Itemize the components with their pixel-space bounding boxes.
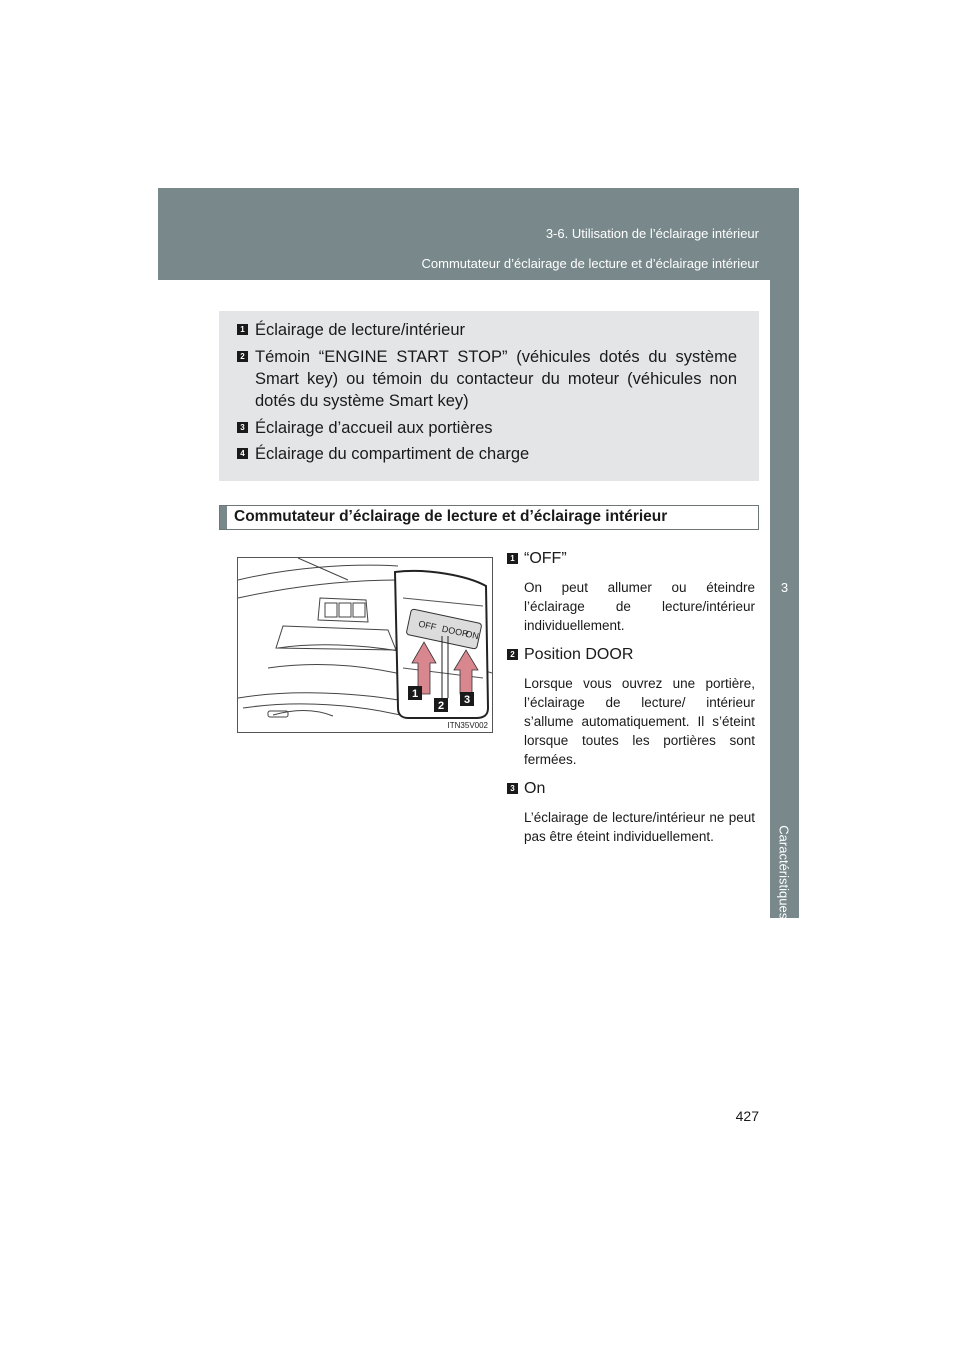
callout-1-label: 1 xyxy=(411,688,419,700)
header-subsection-title: Commutateur d’éclairage de lecture et d’éclairage intérieur xyxy=(421,256,759,271)
header-band xyxy=(158,188,799,280)
number-badge: 3 xyxy=(237,422,248,433)
legend-item-text: Témoin “ENGINE START STOP” (véhicules dotés du système Smart key) ou témoin du contacteur du moteur (véhicules non dotés du système Smart key) xyxy=(255,348,737,410)
legend-item-text: Éclairage d’accueil aux portières xyxy=(255,419,493,437)
position-title: On xyxy=(524,780,546,797)
page-number: 427 xyxy=(735,1108,759,1124)
overhead-console-illustration xyxy=(237,557,493,733)
chapter-number: 3 xyxy=(780,580,789,595)
position-item xyxy=(507,778,755,846)
section-heading xyxy=(219,505,759,530)
legend-item xyxy=(237,346,737,412)
header-section-title: 3-6. Utilisation de l’éclairage intérieur xyxy=(545,226,759,241)
section-heading-text: Commutateur d’éclairage de lecture et d’éclairage intérieur xyxy=(234,508,668,525)
position-title: Position DOOR xyxy=(524,646,634,663)
position-item xyxy=(507,644,755,769)
legend-item xyxy=(237,319,737,341)
number-badge: 2 xyxy=(507,649,518,660)
overhead-console-drawing xyxy=(238,558,492,732)
section-heading-bar xyxy=(220,506,227,529)
callout-3-label: 3 xyxy=(463,694,471,706)
legend-item-text: Éclairage de lecture/intérieur xyxy=(255,321,466,339)
position-title: “OFF” xyxy=(524,550,567,567)
legend-box xyxy=(219,311,759,481)
legend-item xyxy=(237,443,737,465)
positions-list xyxy=(507,548,755,855)
position-description: On peut allumer ou éteindre l’éclairage de lecture/intérieur individuellement. xyxy=(524,580,755,633)
legend-item-text: Éclairage du compartiment de charge xyxy=(255,445,530,463)
number-badge: 1 xyxy=(507,553,518,564)
switch-on-label: ON xyxy=(464,628,480,642)
chapter-label: Caractéristiques de l’habitacle xyxy=(776,825,792,999)
number-badge: 4 xyxy=(237,448,248,459)
number-badge: 1 xyxy=(237,324,248,335)
number-badge: 2 xyxy=(237,351,248,362)
position-item xyxy=(507,548,755,635)
illustration-code: ITN35V002 xyxy=(447,721,488,730)
number-badge: 3 xyxy=(507,783,518,794)
position-description: Lorsque vous ouvrez une portière, l’éclairage de lecture/ intérieur s’allume automatiquement. Il s’éteint lorsque toutes les portières sont fermées. xyxy=(524,676,755,767)
switch-off-label: OFF xyxy=(417,618,438,633)
legend-item xyxy=(237,417,737,439)
chapter-side-tab xyxy=(770,280,799,999)
switch-door-label: DOOR xyxy=(441,623,470,640)
position-description: L’éclairage de lecture/intérieur ne peut pas être éteint individuellement. xyxy=(524,810,755,844)
callout-2-label: 2 xyxy=(437,700,445,712)
